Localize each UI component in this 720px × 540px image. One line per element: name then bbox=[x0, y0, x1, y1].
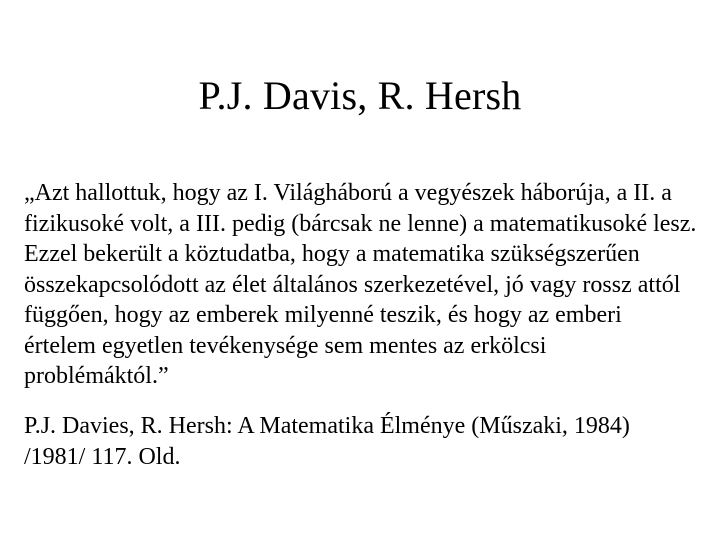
quote-line: „Azt hallottuk, hogy az I. Világháború a vegyészek háborúja, a II. a bbox=[24, 180, 672, 206]
quote-line: értelem egyetlen tevékenysége sem mentes az erkölcsi bbox=[24, 332, 547, 359]
quote-line: problémáktól.” bbox=[24, 363, 169, 389]
quote-line: fizikusoké volt, a III. pedig (bárcsak ne lenne) a matematikusoké lesz. bbox=[24, 210, 697, 237]
citation-line: /1981/ 117. Old. bbox=[24, 443, 181, 470]
quote-line: függően, hogy az emberek milyenné teszik, és hogy az emberi bbox=[24, 302, 622, 328]
quote-line: összekapcsolódott az élet általános szerkezetével, jó vagy rossz attól bbox=[24, 271, 681, 298]
source-citation bbox=[24, 411, 704, 472]
quote-paragraph bbox=[24, 178, 704, 392]
slide-title: P.J. Davis, R. Hersh bbox=[198, 73, 522, 118]
quote-line: Ezzel bekerült a köztudatba, hogy a matematika szükségszerűen bbox=[24, 241, 640, 267]
citation-line: P.J. Davies, R. Hersh: A Matematika Élménye (Műszaki, 1984) bbox=[24, 413, 630, 439]
